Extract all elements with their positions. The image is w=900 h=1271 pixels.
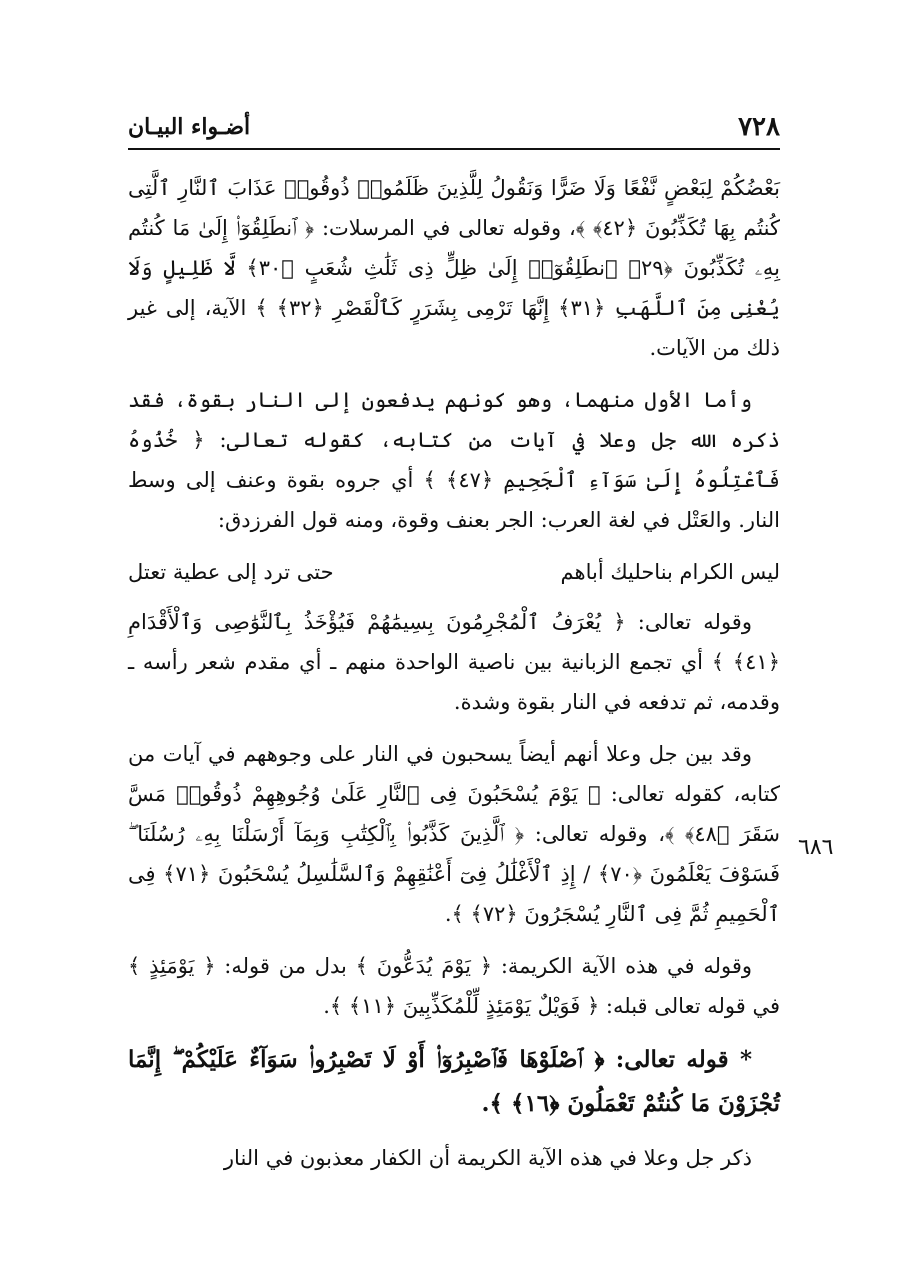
- paragraph-4: وقد بين جل وعلا أنهم أيضاً يسحبون في النار على وجوههم في آيات من كتابه، كقوله تعالى: ﴿ يَوْمَ يُسْحَبُونَ فِى ٱلنَّارِ عَلَىٰ وُجُوهِهِمْ ذُوقُوا۟ مَسَّ سَقَرَ ﴿٤٨﴾ ﴾، وقوله تعالى: ﴿ ٱلَّذِينَ كَذَّبُوا۟ بِٱلْكِتَٰبِ وَبِمَآ أَرْسَلْنَا بِهِۦ رُسُلَنَا ۖ فَسَوْفَ يَعْلَمُونَ ﴿٧٠﴾ / إِذِ ٱلْأَغْلَٰلُ فِىٓ أَعْنَٰقِهِمْ وَٱلسَّلَٰسِلُ يُسْحَبُونَ ﴿٧١﴾ فِى ٱلْحَمِيمِ ثُمَّ فِى ٱلنَّارِ يُسْجَرُونَ ﴿٧٢﴾ ﴾.: [128, 742, 781, 926]
- page-body: [128, 168, 780, 1190]
- poetry-verse: [128, 552, 780, 592]
- header-divider: [128, 148, 780, 150]
- section-heading: * قوله تعالى: ﴿ ٱصْلَوْهَا فَٱصْبِرُوٓا۟ أَوْ لَا تَصْبِرُوا۟ سَوَآءٌ عَلَيْكُمْ ۖ إِنَّمَا تُجْزَوْنَ مَا كُنتُمْ تَعْمَلُونَ ﴿١٦﴾ ﴾.: [128, 1046, 780, 1117]
- poetry-first-hemistich: ليس الكرام بناحليك أباهم: [560, 560, 780, 584]
- paragraph-2: وأما الأول منهما، وهو كونهم يدفعون إلى النار بقوة، فقد ذكره الله جل وعلا في آيات من كتابه، كقوله تعالى: ﴿ خُذُوهُ فَٱعْتِلُوهُ إِلَىٰ سَوَآءِ ٱلْجَحِيمِ ﴿٤٧﴾ ﴾ أي جروه بقوة وعنف إلى وسط النار. والعَتْل في لغة العرب: الجر بعنف وقوة، ومنه قول الفرزدق:: [128, 388, 780, 532]
- paragraph-3: وقوله تعالى: ﴿ يُعْرَفُ ٱلْمُجْرِمُونَ بِسِيمَٰهُمْ فَيُؤْخَذُ بِٱلنَّوَٰصِى وَٱلْأَقْدَامِ ﴿٤١﴾ ﴾ أي تجمع الزبانية بين ناصية الواحدة منهم ـ أي مقدم شعر رأسه ـ وقدمه، ثم تدفعه في النار بقوة وشدة.: [128, 610, 780, 714]
- paragraph-5: وقوله في هذه الآية الكريمة: ﴿ يَوْمَ يُدَعُّونَ ﴾ بدل من قوله: ﴿ يَوْمَئِذٍ ﴾ في قوله تعالى قبله: ﴿ فَوَيْلٌ يَوْمَئِذٍ لِّلْمُكَذِّبِينَ ﴿١١﴾ ﴾.: [128, 954, 780, 1018]
- margin-page-reference: ٦٨٦: [798, 835, 834, 860]
- paragraph-1: بَعْضُكُمْ لِبَعْضٍ نَّفْعًا وَلَا ضَرًّا وَنَقُولُ لِلَّذِينَ ظَلَمُوا۟ ذُوقُوا۟ عَذَابَ ٱلنَّارِ ٱلَّتِى كُنتُم بِهَا تُكَذِّبُونَ ﴿٤٢﴾ ﴾، وقوله تعالى في المرسلات: ﴿ ٱنطَلِقُوٓا۟ إِلَىٰ مَا كُنتُم بِهِۦ تُكَذِّبُونَ ﴿٢٩﴾ ٱنطَلِقُوٓا۟ إِلَىٰ ظِلٍّ ذِى ثَلَٰثِ شُعَبٍ ﴿٣٠﴾ لَّا ظَلِيلٍ وَلَا يُغْنِى مِنَ ٱللَّهَبِ ﴿٣١﴾ إِنَّهَا تَرْمِى بِشَرَرٍ كَٱلْقَصْرِ ﴿٣٢﴾ ﴾ الآية، إلى غير ذلك من الآيات.: [128, 176, 780, 360]
- paragraph-6: ذكر جل وعلا في هذه الآية الكريمة أن الكفار معذبون في النار: [223, 1146, 752, 1170]
- page-header: [128, 112, 780, 144]
- page-number: ٧٢٨: [738, 112, 780, 142]
- book-title: أضـواء البيـان: [128, 114, 251, 140]
- poetry-second-hemistich: حتى ترد إلى عطية تعتل: [128, 560, 334, 584]
